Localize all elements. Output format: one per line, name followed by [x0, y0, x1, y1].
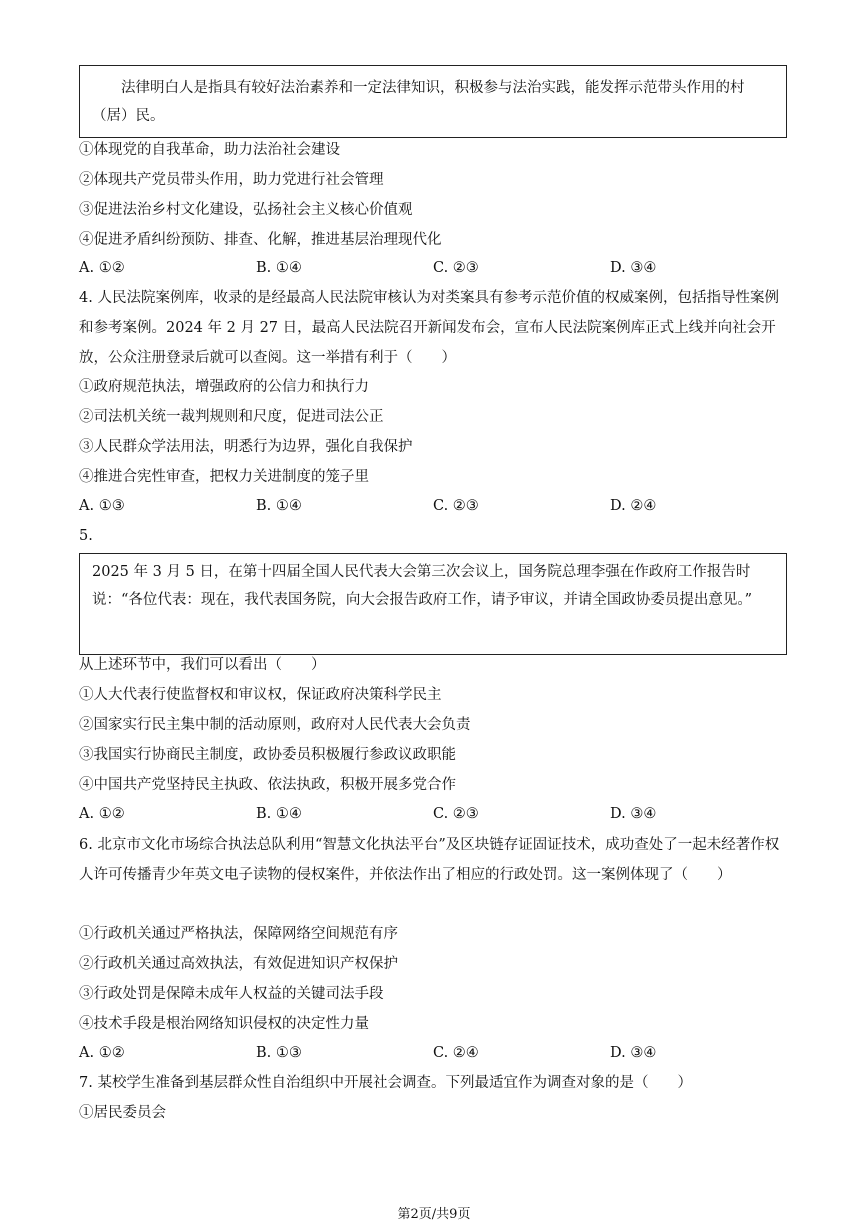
q5-stem: 从上述环节中，我们可以看出（ ） — [79, 657, 326, 673]
q6-statement-3: ③行政处罚是保障未成年人权益的关键司法手段 — [79, 986, 384, 1002]
q4-stem: 4. 人民法院案例库，收录的是经最高人民法院审核认为对类案具有参考示范价值的权威案例，包括指导性案例和参考案例。2024 年 2 月 27 日，最高人民法院召开新闻发布会，宣布人民法院案例库正式上线并向社会开放，公众注册登录后就可以查阅。这一举措有利于（ ） — [79, 290, 779, 366]
q4-option-a: A. ①③ — [79, 498, 125, 514]
q5-statement-3: ③我国实行协商民主制度，政协委员积极履行参政议政职能 — [79, 747, 456, 763]
q3-statement-4: ④促进矛盾纠纷预防、排查、化解，推进基层治理现代化 — [79, 232, 442, 248]
q5-option-a: A. ①② — [79, 806, 125, 822]
q5-option-d: D. ③④ — [610, 806, 657, 822]
q5-option-c: C. ②③ — [433, 806, 479, 822]
q4-statement-3: ③人民群众学法用法，明悉行为边界，强化自我保护 — [79, 439, 413, 455]
q3-material-box — [79, 65, 787, 138]
q4-statement-2: ②司法机关统一裁判规则和尺度，促进司法公正 — [79, 409, 384, 425]
q5-material-text: 2025 年 3 月 5 日，在第十四届全国人民代表大会第三次会议上，国务院总理李强在作政府工作报告时说：“各位代表：现在，我代表国务院，向大会报告政府工作，请予审议，并请全国政协委员提出意见。” — [92, 564, 753, 608]
q3-option-c: C. ②③ — [433, 260, 479, 276]
q5-option-b: B. ①④ — [256, 806, 302, 822]
q5-statement-4: ④中国共产党坚持民主执政、依法执政，积极开展多党合作 — [79, 777, 456, 793]
q4-option-b: B. ①④ — [256, 498, 302, 514]
q5-statement-1: ①人大代表行使监督权和审议权，保证政府决策科学民主 — [79, 687, 442, 703]
q5-number: 5. — [79, 528, 93, 544]
q5-statement-2: ②国家实行民主集中制的活动原则，政府对人民代表大会负责 — [79, 717, 471, 733]
q3-statement-1: ①体现党的自我革命，助力法治社会建设 — [79, 142, 340, 158]
q6-statement-1: ①行政机关通过严格执法，保障网络空间规范有序 — [79, 926, 398, 942]
q3-material-text: 法律明白人是指具有较好法治素养和一定法律知识，积极参与法治实践，能发挥示范带头作用的村（居）民。 — [92, 80, 745, 124]
q3-option-a: A. ①② — [79, 260, 125, 276]
q4-option-d: D. ②④ — [610, 498, 657, 514]
q6-option-c: C. ②④ — [433, 1045, 479, 1061]
q7-stem: 7. 某校学生准备到基层群众性自治组织中开展社会调查。下列最适宜作为调查对象的是（ ） — [79, 1075, 692, 1091]
page-number-footer: 第2页/共9页 — [397, 1207, 471, 1222]
q7-statement-1: ①居民委员会 — [79, 1105, 166, 1121]
q3-option-b: B. ①④ — [256, 260, 302, 276]
q4-option-c: C. ②③ — [433, 498, 479, 514]
q6-option-b: B. ①③ — [256, 1045, 302, 1061]
q6-option-a: A. ①② — [79, 1045, 125, 1061]
q4-statement-1: ①政府规范执法，增强政府的公信力和执行力 — [79, 379, 369, 395]
q3-option-d: D. ③④ — [610, 260, 657, 276]
q3-statement-2: ②体现共产党员带头作用，助力党进行社会管理 — [79, 172, 384, 188]
q4-statement-4: ④推进合宪性审查，把权力关进制度的笼子里 — [79, 469, 369, 485]
q6-statement-2: ②行政机关通过高效执法，有效促进知识产权保护 — [79, 956, 398, 972]
q6-statement-4: ④技术手段是根治网络知识侵权的决定性力量 — [79, 1016, 369, 1032]
q3-statement-3: ③促进法治乡村文化建设，弘扬社会主义核心价值观 — [79, 202, 413, 218]
q6-option-d: D. ③④ — [610, 1045, 657, 1061]
q5-material-box — [79, 553, 787, 655]
q6-stem: 6. 北京市文化市场综合执法总队利用“智慧文化执法平台”及区块链存证固证技术，成功查处了一起未经著作权人许可传播青少年英文电子读物的侵权案件，并依法作出了相应的行政处罚。这一案例体现了（ ） — [79, 837, 780, 883]
